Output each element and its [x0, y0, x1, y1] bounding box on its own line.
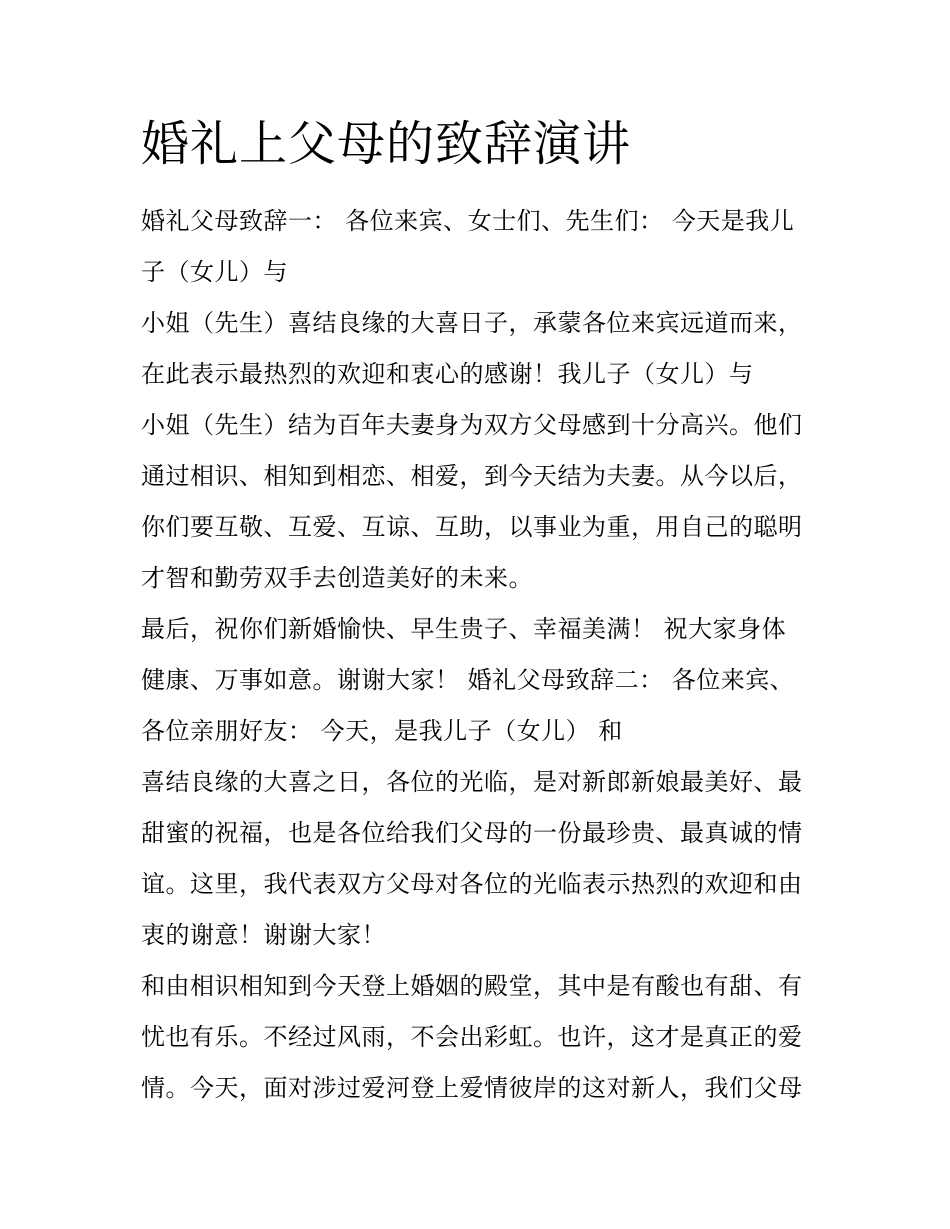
body-line-8: 才智和勤劳双手去创造美好的未来。: [141, 564, 533, 592]
body-line-12: 喜结良缘的大喜之日，各位的光临，是对新郎新娘最美好、最: [141, 768, 803, 796]
body-line-14: 谊。这里，我代表双方父母对各位的光临表示热烈的欢迎和由: [141, 870, 803, 898]
body-line-5: 小姐（先生）结为百年夫妻身为双方父母感到十分高兴。他们: [141, 411, 803, 439]
body-line-17: 忧也有乐。不经过风雨，不会出彩虹。也许，这才是真正的爱: [141, 1023, 803, 1051]
body-line-3: 小姐（先生）喜结良缘的大喜日子，承蒙各位来宾远道而来，: [141, 309, 803, 337]
body-line-1: 婚礼父母致辞一： 各位来宾、女士们、先生们： 今天是我儿: [141, 207, 795, 235]
document-title: 婚礼上父母的致辞演讲: [141, 116, 632, 172]
body-line-7: 你们要互敬、互爱、互谅、互助，以事业为重，用自己的聪明: [141, 513, 803, 541]
body-line-11: 各位亲朋好友： 今天，是我儿子（女儿） 和: [141, 717, 623, 745]
body-line-2: 子（女儿）与: [141, 258, 288, 286]
body-line-9: 最后，祝你们新婚愉快、早生贵子、幸福美满！ 祝大家身体: [141, 615, 787, 643]
body-line-13: 甜蜜的祝福，也是各位给我们父母的一份最珍贵、最真诚的情: [141, 819, 803, 847]
body-line-6: 通过相识、相知到相恋、相爱，到今天结为夫妻。从今以后，: [141, 462, 803, 490]
body-line-16: 和由相识相知到今天登上婚姻的殿堂，其中是有酸也有甜、有: [141, 972, 803, 1000]
body-line-4: 在此表示最热烈的欢迎和衷心的感谢！我儿子（女儿）与: [141, 360, 754, 388]
body-line-15: 衷的谢意！谢谢大家！: [141, 921, 386, 949]
body-line-18: 情。今天，面对涉过爱河登上爱情彼岸的这对新人，我们父母: [141, 1074, 803, 1102]
body-line-10: 健康、万事如意。谢谢大家！ 婚礼父母致辞二： 各位来宾、: [141, 666, 795, 694]
